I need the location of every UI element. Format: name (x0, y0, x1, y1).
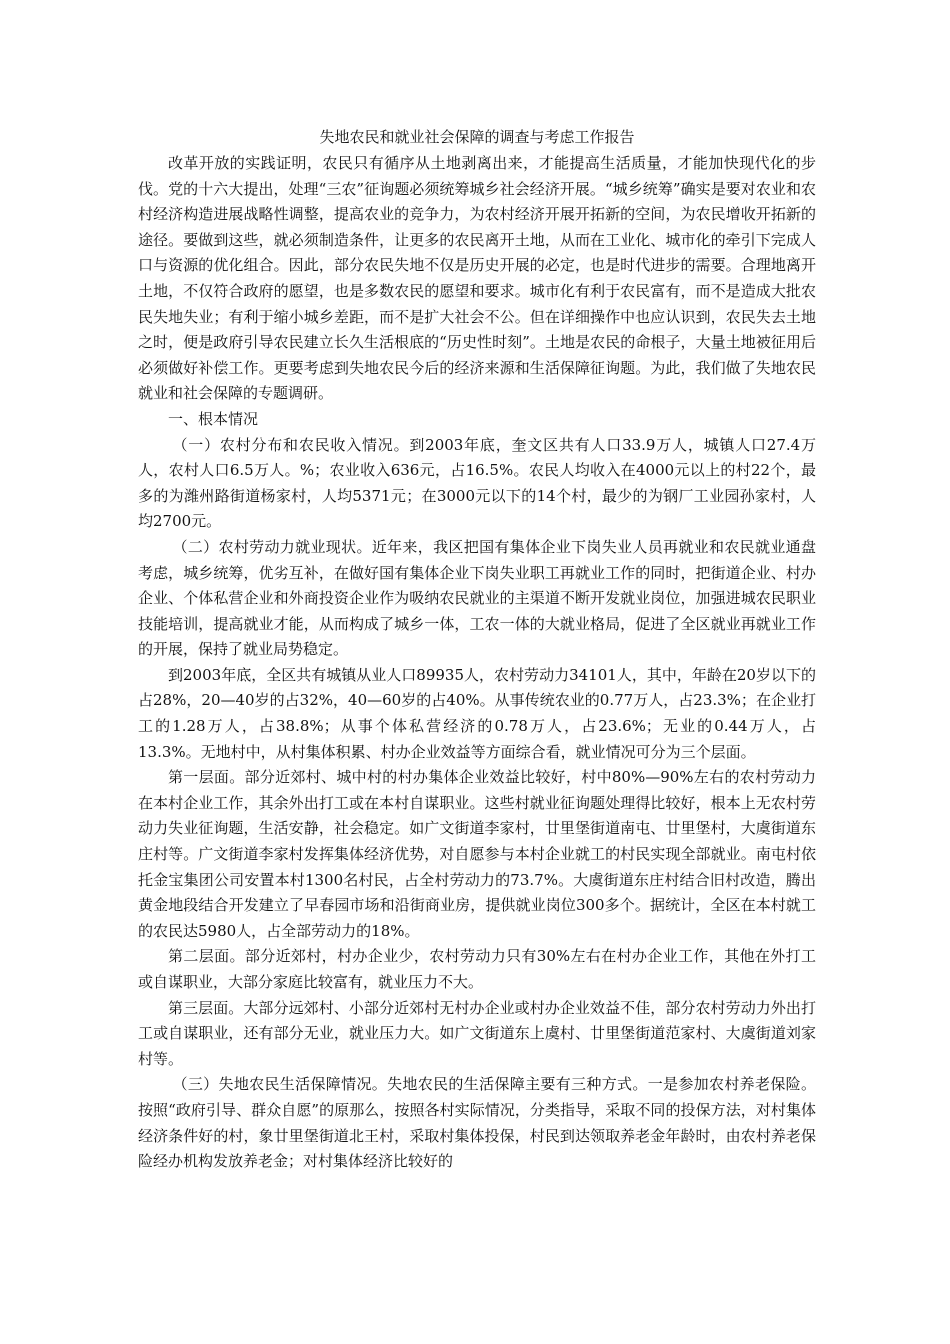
paragraph-third-level: 第三层面。大部分远郊村、小部分近郊村无村办企业或村办企业效益不佳，部分农村劳动力外出打工或自谋职业，还有部分无业，就业压力大。如广文街道东上虞村、廿里堡街道范家村、大虞街道刘家村等。 (138, 998, 816, 1068)
paragraph-rural-labor-employment: （二）农村劳动力就业现状。近年来，我区把国有集体企业下岗失业人员再就业和农民就业通盘考虑，城乡统筹，优劣互补，在做好国有集体企业下岗失业职工再就业工作的同时，把街道企业、村办企业、个体私营企业和外商投资企业作为吸纳农民就业的主渠道不断开发就业岗位，加强进城农民职业技能培训，提高就业才能，从而构成了城乡一体，工农一体的大就业格局，促进了全区就业再就业工作的开展，保持了就业局势稳定。 (138, 537, 816, 659)
section-heading-basic-situation: 一、根本情况 (168, 409, 259, 428)
paragraph-employment-statistics: 到2003年底，全区共有城镇从业人口89935人，农村劳动力34101人，其中，年龄在20岁以下的占28%，20—40岁的占32%，40—60岁的占40%。从事传统农业的0.77万人，占23.3%；在企业打工的1.28万人，占38.8%；从事个体私营经济的0.78万人，占23.6%；无业的0.44万人，占13.3%。无地村中，从村集体积累、村办企业效益等方面综合看，就业情况可分为三个层面。 (138, 665, 816, 761)
paragraph-second-level: 第二层面。部分近郊村，村办企业少，农村劳动力只有30%左右在村办企业工作，其他在外打工或自谋职业，大部分家庭比较富有，就业压力不大。 (138, 947, 816, 991)
paragraph-first-level: 第一层面。部分近郊村、城中村的村办集体企业效益比较好，村中80%—90%左右的农村劳动力在本村企业工作，其余外出打工或在本村自谋职业。这些村就业征询题处理得比较好，根本上无农村劳动力失业征询题，生活安静，社会稳定。如广文街道李家村，廿里堡街道南屯、廿里堡村，大虞街道东庄村等。广文街道李家村发挥集体经济优势，对自愿参与本村企业就工的村民实现全部就业。南屯村依托金宝集团公司安置本村1300名村民，占全村劳动力的73.7%。大虞街道东庄村结合旧村改造，腾出黄金地段结合开发建立了早春园市场和沿街商业房，提供就业岗位300多个。据统计，全区在本村就工的农民达5980人，占全部劳动力的18%。 (138, 768, 816, 940)
paragraph-rural-distribution-income: （一）农村分布和农民收入情况。到2003年底，奎文区共有人口33.9万人，城镇人口27.4万人，农村人口6.5万人。%；农业收入636元，占16.5%。农民人均收入在4000元以上的村22个，最多的为潍州路街道杨家村，人均5371元；在3000元以下的14个村，最少的为钢厂工业园孙家村，人均2700元。 (138, 435, 816, 531)
document-title: 失地农民和就业社会保障的调查与考虑工作报告 (319, 128, 635, 146)
paragraph-intro: 改革开放的实践证明，农民只有循序从土地剥离出来，才能提高生活质量，才能加快现代化的步伐。党的十六大提出，处理“三农”征询题必须统筹城乡社会经济开展。“城乡统筹”确实是要对农业和农村经济构造进展战略性调整，提高农业的竞争力，为农村经济开展开拓新的空间，为农民增收开拓新的途径。要做到这些，就必须制造条件，让更多的农民离开土地，从而在工业化、城市化的牵引下完成人口与资源的优化组合。因此，部分农民失地不仅是历史开展的必定，也是时代进步的需要。合理地离开土地，不仅符合政府的愿望，也是多数农民的愿望和要求。城市化有利于农民富有，而不是造成大批农民失地失业；有利于缩小城乡差距，而不是扩大社会不公。但在详细操作中也应认识到，农民失去土地之时，便是政府引导农民建立长久生活根底的“历史性时刻”。土地是农民的命根子，大量土地被征用后必须做好补偿工作。更要考虑到失地农民今后的经济来源和生活保障征询题。为此，我们做了失地农民就业和社会保障的专题调研。 (138, 154, 816, 403)
paragraph-life-security: （三）失地农民生活保障情况。失地农民的生活保障主要有三种方式。一是参加农村养老保险。按照“政府引导、群众自愿”的原那么，按照各村实际情况，分类指导，采取不同的投保方法，对村集体经济条件好的村，象廿里堡街道北王村，采取村集体投保，村民到达领取养老金年龄时，由农村养老保险经办机构发放养老金；对村集体经济比较好的 (138, 1075, 816, 1171)
document-page (138, 125, 816, 1175)
